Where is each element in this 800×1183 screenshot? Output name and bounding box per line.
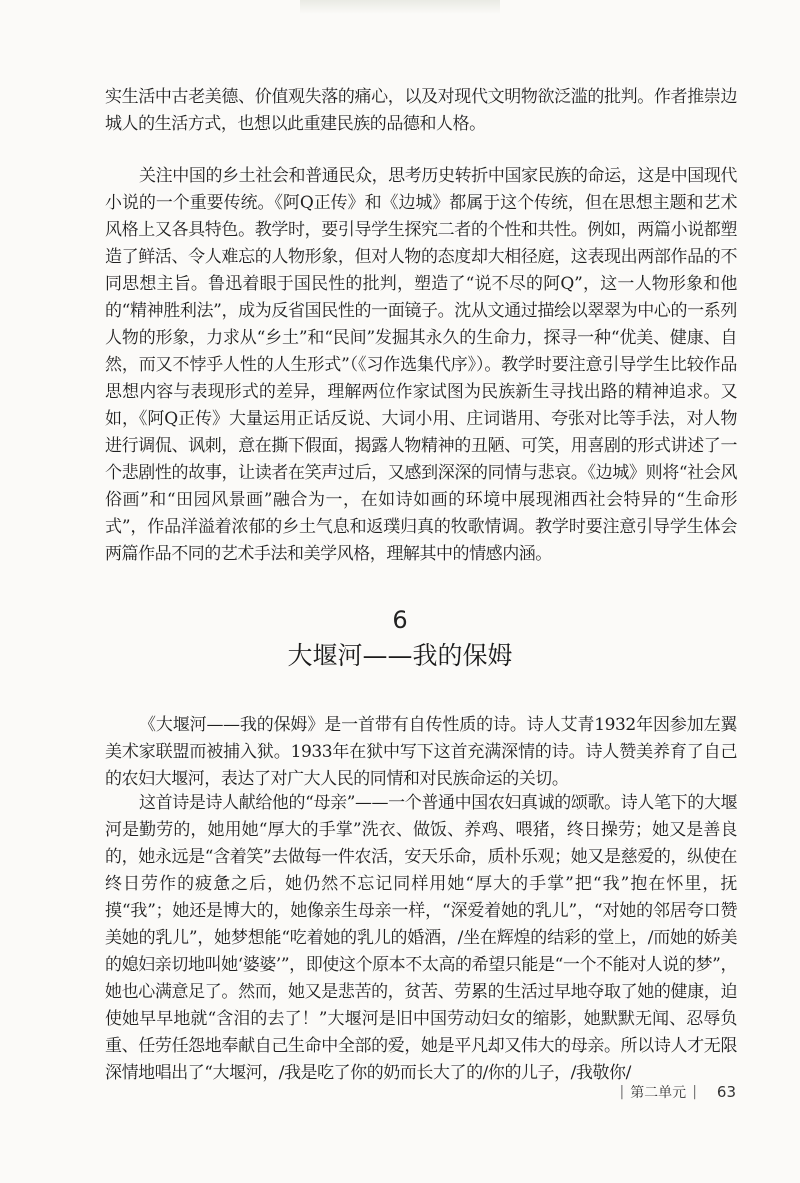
section-number: 6	[392, 606, 408, 634]
paragraph-continuation: 实生活中古老美德、价值观失落的痛心，以及对现代文明物欲泛滥的批判。作者推崇边城人的生活方式，也想以此重建民族的品德和人格。	[105, 87, 737, 134]
paragraph-poem-analysis: 这首诗是诗人献给他的“母亲”——一个普通中国农妇真诚的颂歌。诗人笔下的大堰河是勤劳的，她用她“厚大的手掌”洗衣、做饭、养鸡、喂猪，终日操劳；她又是善良的，她永远是“含着笑”去做每一件农活，安天乐命，质朴乐观；她又是慈爱的，纵使在终日劳作的疲惫之后，她仍然不忘记同样用她“厚大的手掌”把“我”抱在怀里，抚摸“我”；她还是博大的，她像亲生母亲一样，“深爱着她的乳儿”，“对她的邻居夸口赞美她的乳儿”，她梦想能“吃着她的乳儿的婚酒，/坐在辉煌的结彩的堂上，/而她的娇美的媳妇亲切地叫她‘婆婆’”，即使这个原本不太高的希望只能是“一个不能对人说的梦”，她也心满意足了。然而，她又是悲苦的，贫苦、劳累的生活过早地夺取了她的健康，迫使她早早地就“含泪的去了！”大堰河是旧中国劳动妇女的缩影，她默默无闻、忍辱负重、任劳任怨地奉献自己生命中全部的爱，她是平凡却又伟大的母亲。所以诗人才无限深情地唱出了“大堰河，/我是吃了你的奶而长大了的/你的儿子，/我敬你/	[105, 793, 737, 1083]
footer-divider: |	[619, 1084, 625, 1100]
paragraph-rural-society: 关注中国的乡土社会和普通民众，思考历史转折中国家民族的命运，这是中国现代小说的一个重要传统。《阿Q正传》和《边城》都属于这个传统，但在思想主题和艺术风格上又各具特色。教学时，要引导学生探究二者的个性和共性。例如，两篇小说都塑造了鲜活、令人难忘的人物形象，但对人物的态度却大相径庭，这表现出两部作品的不同思想主旨。鲁迅着眼于国民性的批判，塑造了“说不尽的阿Q”，这一人物形象和他的“精神胜利法”，成为反省国民性的一面镜子。沈从文通过描绘以翠翠为中心的一系列人物的形象，力求从“乡土”和“民间”发掘其永久的生命力，探寻一种“优美、健康、自然，而又不悖乎人性的人生形式”（《习作选集代序》）。教学时要注意引导学生比较作品思想内容与表现形式的差异，理解两位作家试图为民族新生寻找出路的精神追求。又如，《阿Q正传》大量运用正话反说、大词小用、庄词谐用、夸张对比等手法，对人物进行调侃、讽刺，意在撕下假面，揭露人物精神的丑陋、可笑，用喜剧的形式讲述了一个悲剧性的故事，让读者在笑声过后，又感到深深的同情与悲哀。《边城》则将“社会风俗画”和“田园风景画”融合为一，在如诗如画的环境中展现湘西社会特异的“生命形式”，作品洋溢着浓郁的乡土气息和返璞归真的牧歌情调。教学时要注意引导学生体会两篇作品不同的艺术手法和美学风格，理解其中的情感内涵。	[105, 166, 737, 564]
page-number: 63	[716, 1083, 736, 1101]
footer-unit-label: 第二单元	[630, 1085, 687, 1101]
paragraph-poem-intro: 《大堰河——我的保姆》是一首带有自传性质的诗。诗人艾青1932年因参加左翼美术家联盟而被捕入狱。1933年在狱中写下这首充满深情的诗。诗人赞美养育了自己的农妇大堰河，表达了对广大人民的同情和对民族命运的关切。	[105, 715, 737, 789]
footer-divider: |	[692, 1084, 697, 1100]
page-footer	[613, 1082, 736, 1102]
section-title: 大堰河——我的保姆	[287, 641, 513, 670]
